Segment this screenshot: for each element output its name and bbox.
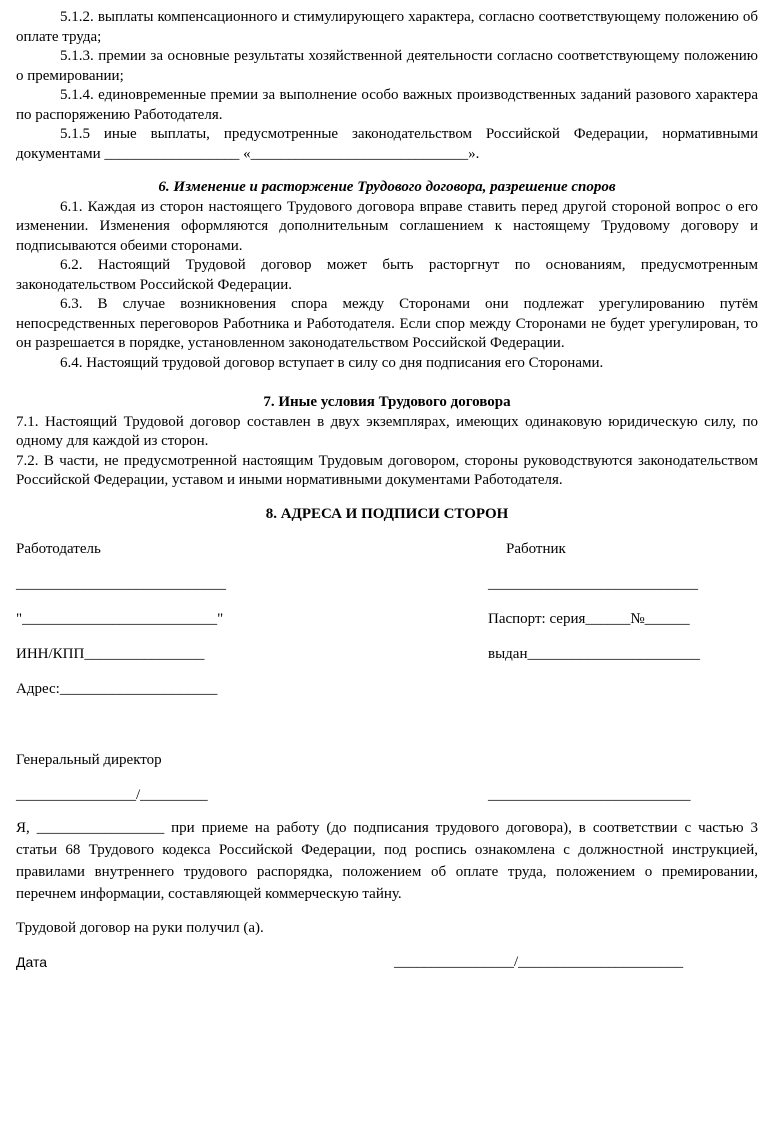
employer-signature-line: ____________________________ [16, 576, 226, 592]
employee-signature-line-2: ___________________________ [488, 787, 691, 803]
employer-label: Работодатель [16, 541, 101, 557]
date-signature-line: ________________/______________________ [394, 953, 684, 970]
director-row [16, 751, 758, 770]
name-passport-row [16, 610, 758, 629]
passport-field: Паспорт: серия______№______ [488, 611, 690, 627]
inn-kpp-field: ИНН/КПП________________ [16, 646, 205, 662]
clause-7-2: 7.2. В части, не предусмотренной настоящим Трудовым договором, стороны руководствуются законодательством Российской Федерации, уставом и иными нормативными документами Работодателя. [16, 452, 758, 488]
date-label: Дата [16, 953, 48, 970]
contract-received-text: Трудовой договор на руки получил (а). [16, 920, 264, 936]
employee-label: Работник [506, 541, 566, 557]
clause-6-4: 6.4. Настоящий трудовой договор вступает в силу со дня подписания его Сторонами. [60, 354, 604, 371]
address-field: Адрес:_____________________ [16, 681, 218, 697]
parties-labels-row [16, 540, 758, 559]
signature-lines-row [16, 575, 758, 594]
clause-7-1: 7.1. Настоящий Трудовой договор составлен в двух экземплярах, имеющих одинаковую юридическую силу, по одному для каждой из сторон. [16, 413, 758, 449]
section-6-title: 6. Изменение и расторжение Трудового договора, разрешение споров [158, 179, 616, 195]
clause-5-1-3: 5.1.3. премии за основные результаты хозяйственной деятельности согласно соответствующему положению о премировании; [16, 48, 758, 84]
section-7-title: 7. Иные условия Трудового договора [263, 394, 511, 410]
issued-field: выдан_______________________ [488, 646, 700, 662]
employer-name-line: "__________________________" [16, 611, 224, 627]
director-label: Генеральный директор [16, 752, 162, 768]
clause-5-1-4: 5.1.4. единовременные премии за выполнение особо важных производственных заданий разового характера по распоряжению Работодателя. [16, 87, 758, 123]
inn-issued-row [16, 645, 758, 664]
acknowledgement-paragraph: Я, _________________ при приеме на работу (до подписания трудового договора), в соответствии с частью 3 статьи 68 Трудового кодекса Российской Федерации, под роспись ознакомлена с должностной инструкцией, правилами внутреннего трудового распорядка, положением об оплате труда, положением о премировании, перечнем информации, составляющей коммерческую тайну. [16, 820, 758, 902]
clause-6-3: 6.3. В случае возникновения спора между Сторонами они подлежат урегулированию путём непосредственных переговоров Работника и Работодателя. Если спор между Сторонами не будет урегулирован, то он разрешается в порядке, установленном законодательством Российской Федерации. [16, 296, 758, 351]
director-signature-line: ________________/_________ [16, 787, 208, 803]
clause-5-1-2: 5.1.2. выплаты компенсационного и стимулирующего характера, согласно соответствующему положению об оплате труда; [16, 9, 758, 45]
director-signature-row [16, 786, 758, 805]
clause-6-2: 6.2. Настоящий Трудовой договор может быть расторгнут по основаниям, предусмотренным законодательством Российской Федерации. [16, 257, 758, 293]
clause-5-1-5: 5.1.5 иные выплаты, предусмотренные законодательством Российской Федерации, нормативными документами __________________ «_____________________________». [16, 126, 758, 162]
clause-6-1: 6.1. Каждая из сторон настоящего Трудового договора вправе ставить перед другой стороной вопрос о его изменении. Изменения оформляются дополнительным соглашением к настоящему Трудовому договору и подписываются обеими сторонами. [16, 198, 758, 254]
address-row [16, 680, 758, 699]
contract-page [16, 8, 758, 972]
employee-signature-line: ____________________________ [488, 576, 698, 592]
date-row [16, 953, 758, 972]
section-8-title: 8. АДРЕСА И ПОДПИСИ СТОРОН [265, 505, 509, 522]
